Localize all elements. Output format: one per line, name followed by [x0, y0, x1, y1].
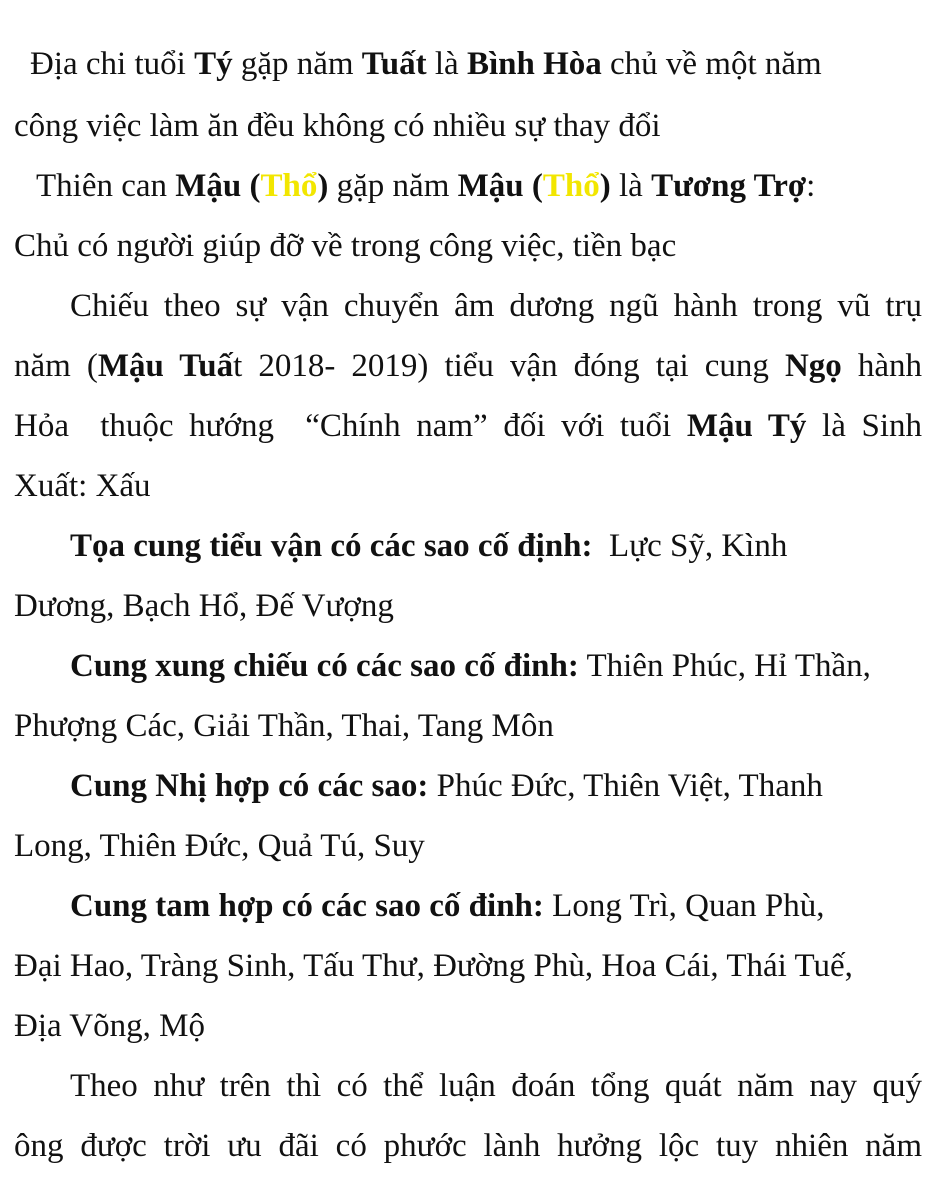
p2-line1	[36, 166, 815, 206]
p3-line4: Xuất: Xấu	[14, 468, 151, 504]
p5-line2: Phượng Các, Giải Thần, Thai, Tang Môn	[14, 708, 554, 744]
bold-text: Tuất	[361, 46, 427, 82]
p6-line2: Long, Thiên Đức, Quả Tú, Suy	[14, 828, 425, 864]
p4-line1	[70, 526, 787, 566]
text: Lực Sỹ, Kình	[592, 528, 788, 564]
bold-text: Mậu (	[457, 168, 543, 204]
text: là	[610, 168, 652, 204]
text: hành	[841, 348, 922, 384]
text: Phúc Đức, Thiên Việt, Thanh	[428, 768, 823, 804]
p6-line1	[70, 766, 823, 806]
bold-text: )	[317, 168, 329, 204]
highlight-text: Thổ	[542, 168, 600, 204]
bold-text: Bình Hòa	[466, 46, 602, 82]
p4-line2: Dương, Bạch Hổ, Đế Vượng	[14, 588, 394, 624]
bold-text: Tý	[194, 46, 233, 82]
text: gặp năm	[232, 46, 362, 82]
text: Thiên Phúc, Hỉ Thần,	[578, 648, 871, 684]
text: Hỏa thuộc hướng “Chính nam” đối với tuổi	[14, 408, 687, 444]
p8-line1: Theo như trên thì có thể luận đoán tổng quát năm nay quý	[70, 1068, 922, 1104]
bold-label: Cung xung chiếu có các sao cố đinh:	[70, 648, 579, 684]
bold-text: Ngọ	[784, 348, 842, 384]
text: chủ về một năm	[601, 46, 822, 82]
p1-line1	[30, 44, 822, 84]
bold-label: Tọa cung tiểu vận có các sao cố định:	[70, 528, 593, 564]
p3-line2	[14, 346, 922, 386]
text: t 2018- 2019) tiểu vận đóng tại cung	[233, 348, 785, 384]
p5-line1	[70, 646, 871, 686]
p7-line2: Đại Hao, Tràng Sinh, Tấu Thư, Đường Phù, Hoa Cái, Thái Tuế,	[14, 948, 853, 984]
bold-label: Cung Nhị hợp có các sao:	[70, 768, 429, 804]
highlight-text: Thổ	[260, 168, 318, 204]
bold-text: Mậu (	[175, 168, 261, 204]
text: :	[806, 168, 816, 204]
text: năm (	[14, 348, 98, 384]
p8-line2: ông được trời ưu đãi có phước lành hưởng lộc tuy nhiên năm	[14, 1128, 922, 1164]
bold-label: Cung tam hợp có các sao cố đinh:	[70, 888, 544, 924]
text: là Sinh	[806, 408, 922, 444]
p1-line2: công việc làm ăn đều không có nhiều sự thay đổi	[14, 108, 661, 144]
bold-text: Tương Trợ	[651, 168, 807, 204]
p3-line1: Chiếu theo sự vận chuyển âm dương ngũ hành trong vũ trụ	[70, 288, 922, 324]
text: là	[426, 46, 467, 82]
bold-text: Mậu Tuấ	[97, 348, 234, 384]
text: gặp năm	[328, 168, 458, 204]
bold-text: )	[599, 168, 611, 204]
p2-line2: Chủ có người giúp đỡ về trong công việc, tiền bạc	[14, 228, 677, 264]
text: Long Trì, Quan Phù,	[543, 888, 825, 924]
p7-line1	[70, 886, 824, 926]
bold-text: Mậu Tý	[686, 408, 807, 444]
text: Địa chi tuổi	[30, 46, 195, 82]
text: Thiên can	[36, 168, 176, 204]
p3-line3	[14, 406, 922, 446]
p7-line3: Địa Võng, Mộ	[14, 1008, 205, 1044]
